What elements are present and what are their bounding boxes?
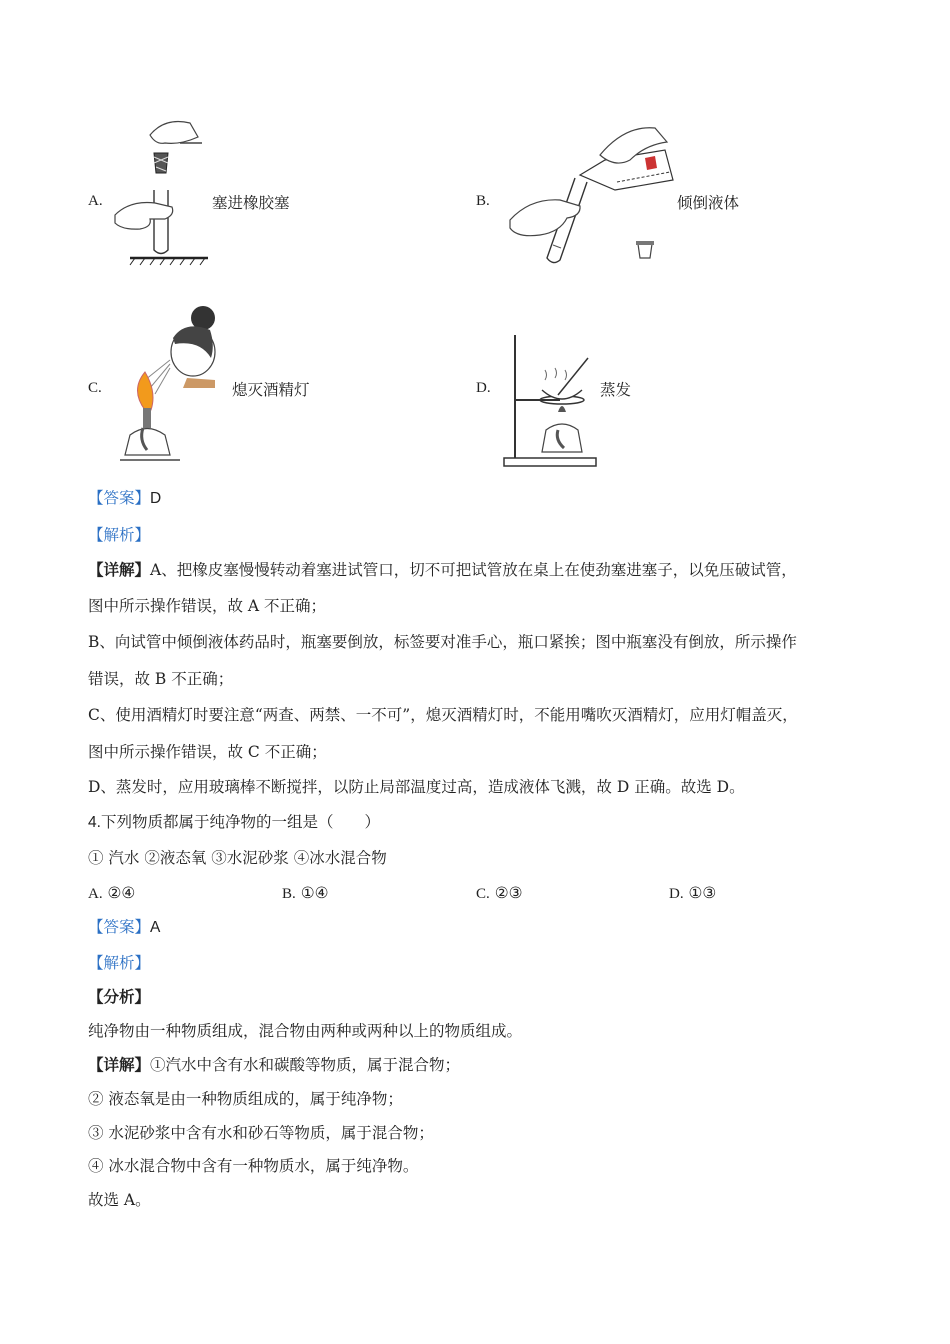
- option-d-letter: D.: [476, 380, 491, 396]
- q4-choice-c-letter: C.: [476, 886, 490, 902]
- q4-choice-d: [669, 883, 716, 904]
- option-b-caption: 倾倒液体: [677, 194, 740, 212]
- q4-choice-a-letter: A.: [88, 886, 103, 902]
- q3-detail-line-6: D、蒸发时，应用玻璃棒不断搅拌，以防止局部温度过高，造成液体飞溅，故 D 正确。故选 D。: [88, 778, 745, 796]
- q4-choice-c: [476, 883, 523, 904]
- q4-choice-b-letter: B.: [282, 886, 296, 902]
- q4-choice-b: [282, 883, 329, 904]
- q4-choice-a-text: ②④: [107, 884, 136, 902]
- q4-stem: [88, 812, 380, 833]
- q3-detail-line-4: C、使用酒精灯时要注意“两查、两禁、一不可”，熄灭酒精灯时，不能用嘴吹灭酒精灯，应用灯帽盖灭，: [88, 706, 798, 724]
- q4-choice-b-text: ①④: [300, 884, 329, 902]
- pour-liquid-illustration: [505, 120, 685, 270]
- q4-stem-text: 下列物质都属于纯净物的一组是（ ）: [100, 813, 380, 831]
- insert-stopper-illustration: [110, 115, 215, 270]
- q4-fenxi-text: 纯净物由一种物质组成，混合物由两种或两种以上的物质组成。: [88, 1022, 523, 1040]
- q4-choice-d-letter: D.: [669, 886, 684, 902]
- q4-analysis-tag: 【解析】: [88, 954, 151, 972]
- blow-out-lamp-illustration: [115, 300, 230, 470]
- option-c-letter: C.: [88, 380, 102, 396]
- q4-detail-first: ①汽水中含有水和碳酸等物质，属于混合物；: [150, 1056, 461, 1074]
- q4-detail-line-0: [88, 1055, 460, 1075]
- q3-detail-tag: 【详解】: [88, 560, 151, 579]
- q4-choice-c-text: ②③: [494, 884, 523, 902]
- q4-detail-line-1: ② 液态氧是由一种物质组成的，属于纯净物；: [88, 1090, 403, 1108]
- q3-detail-text: A、把橡皮塞慢慢转动着塞进试管口，切不可把试管放在桌上在使劲塞进塞子，以免压破试管，: [150, 561, 797, 579]
- q4-choice-d-text: ①③: [688, 884, 717, 902]
- q4-choice-a: [88, 883, 135, 904]
- q4-detail-line-4: 故选 A。: [88, 1191, 151, 1209]
- evaporation-illustration: [500, 330, 600, 470]
- q4-number: 4.: [88, 814, 101, 831]
- option-c-caption: 熄灭酒精灯: [232, 381, 310, 399]
- q4-items: ① 汽水 ②液态氧 ③水泥砂浆 ④冰水混合物: [88, 849, 387, 867]
- q3-detail-line-3: 错误，故 B 不正确；: [88, 670, 234, 688]
- q3-answer-tag: 【答案】: [88, 489, 151, 507]
- option-a-letter: A.: [88, 193, 103, 209]
- q4-detail-line-3: ④ 冰水混合物中含有一种物质水，属于纯净物。: [88, 1157, 419, 1175]
- option-d-caption: 蒸发: [600, 381, 632, 399]
- q4-answer-value: A: [150, 919, 161, 936]
- option-a-caption: 塞进橡胶塞: [212, 194, 290, 212]
- q3-answer-value: D: [150, 490, 162, 507]
- q3-detail-line-5: 图中所示操作错误，故 C 不正确；: [88, 743, 327, 761]
- q4-fenxi-tag: 【分析】: [88, 987, 151, 1006]
- q3-analysis-tag: 【解析】: [88, 526, 151, 544]
- option-b-letter: B.: [476, 193, 490, 209]
- q4-detail-tag: 【详解】: [88, 1055, 151, 1074]
- q3-detail-line-1: 图中所示操作错误，故 A 不正确；: [88, 597, 327, 615]
- q3-answer: [88, 488, 161, 509]
- q4-detail-line-2: ③ 水泥砂浆中含有水和砂石等物质，属于混合物；: [88, 1124, 434, 1142]
- q3-detail-line-0: [88, 560, 797, 580]
- q4-answer: [88, 917, 160, 938]
- q3-detail-line-2: B、向试管中倾倒液体药品时，瓶塞要倒放，标签要对准手心，瓶口紧挨；图中瓶塞没有倒放，所示操作: [88, 633, 797, 651]
- q4-answer-tag: 【答案】: [88, 918, 151, 936]
